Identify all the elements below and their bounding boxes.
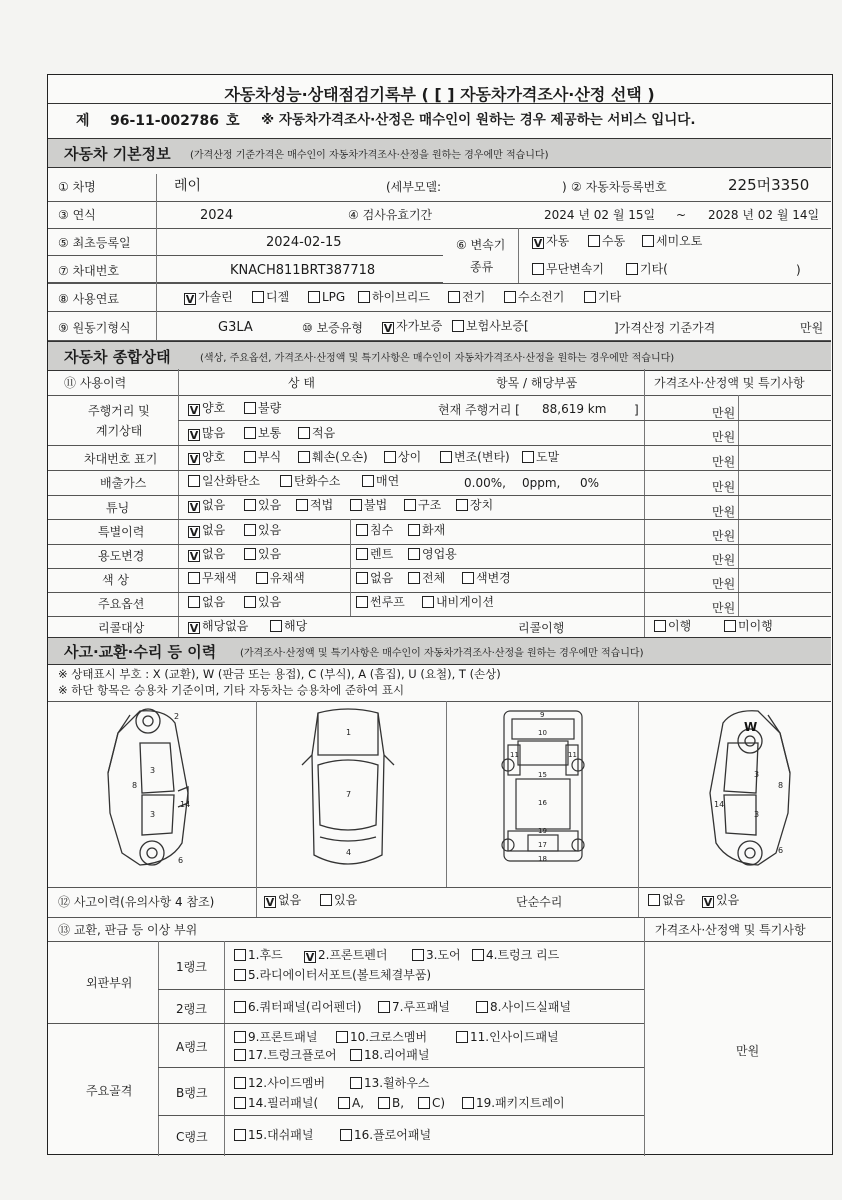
- reg-no: 225머3350: [728, 176, 810, 194]
- tuning-device[interactable]: 장치: [456, 499, 493, 511]
- part-number: 1: [346, 728, 352, 737]
- checkbox[interactable]: [244, 402, 256, 414]
- legend-symbols: ※ 상태표시 부호 : X (교환), W (판금 또는 용접), C (부식), A (흠집), U (요철), T (손상): [58, 667, 501, 681]
- emission-co-value: 0.00%,: [464, 476, 506, 490]
- gauge-good[interactable]: V양호: [188, 402, 225, 416]
- color-chromatic[interactable]: 유채색: [256, 572, 305, 584]
- engine-label: ⑨ 원동기형식: [58, 321, 131, 335]
- part-dash-panel[interactable]: 15.대쉬패널: [234, 1129, 313, 1141]
- vin-different[interactable]: 상이: [384, 451, 421, 463]
- year-label: ③ 연식: [58, 208, 96, 222]
- simple-repair-none[interactable]: 없음: [648, 894, 685, 906]
- special-none[interactable]: V 없음: [188, 524, 225, 538]
- part-number: 8: [132, 781, 138, 790]
- checkbox[interactable]: [408, 524, 420, 536]
- accident-yes[interactable]: 있음: [320, 894, 357, 906]
- price-unit: 만원: [712, 601, 736, 615]
- part-trunk-lid[interactable]: 4.트렁크 리드: [472, 949, 559, 961]
- option-navigation[interactable]: 내비게이션: [422, 596, 494, 608]
- part-number: 4: [346, 848, 352, 857]
- checkbox[interactable]: [350, 1077, 362, 1089]
- tuning-none[interactable]: V 없음: [188, 499, 225, 513]
- checkbox[interactable]: [626, 263, 638, 275]
- rank-c: C랭크: [176, 1130, 208, 1144]
- option-yes[interactable]: 있음: [244, 596, 281, 608]
- warranty-insurance[interactable]: 보험사보증[: [452, 320, 529, 332]
- valid-from: 2024 년 02 월 15일: [544, 208, 656, 222]
- trans-opt-other[interactable]: 기타(: [626, 263, 668, 275]
- part-front-panel[interactable]: 9.프론트패널: [234, 1031, 317, 1043]
- option-sunroof[interactable]: 썬루프: [356, 596, 405, 608]
- use-change-label: 용도변경: [98, 549, 145, 563]
- mileage-normal[interactable]: 보통: [244, 427, 281, 439]
- status-title: 자동차 종합상태: [64, 348, 171, 366]
- checkbox[interactable]: [264, 896, 276, 908]
- color-achromatic[interactable]: 무채색: [188, 572, 237, 584]
- part-number: 11: [568, 751, 577, 759]
- emission-hc[interactable]: 탄화수소: [280, 475, 340, 487]
- checkbox[interactable]: [702, 896, 714, 908]
- checkbox[interactable]: [234, 949, 246, 961]
- trans-other-close: ): [796, 263, 801, 277]
- checkbox[interactable]: [350, 1049, 362, 1061]
- price-unit: 만원: [712, 529, 736, 543]
- part-floor-panel[interactable]: 16.플로어패널: [340, 1129, 431, 1141]
- checkbox[interactable]: [358, 291, 370, 303]
- col-item: 항목 / 해당부품: [496, 376, 578, 390]
- checkbox[interactable]: [188, 526, 200, 538]
- price-unit: 만원: [712, 553, 736, 567]
- part-rear-panel[interactable]: 18.리어패널: [350, 1049, 429, 1061]
- checkbox[interactable]: [256, 572, 268, 584]
- part-number: 19: [538, 827, 547, 835]
- inspection-form: [47, 74, 833, 1155]
- special-flood[interactable]: 침수: [356, 524, 393, 536]
- col-state: 상 태: [288, 376, 315, 390]
- first-reg-label: ⑤ 최초등록일: [58, 236, 131, 250]
- part-pillar-panel[interactable]: 14.필러패널(: [234, 1097, 318, 1109]
- checkbox[interactable]: [356, 596, 368, 608]
- mileage-label-1: 주행거리 및: [88, 404, 150, 418]
- checkbox[interactable]: [298, 451, 310, 463]
- tuning-label: 튜닝: [106, 501, 130, 515]
- checkbox[interactable]: [188, 429, 200, 441]
- checkbox[interactable]: [188, 404, 200, 416]
- checkbox[interactable]: [234, 1097, 246, 1109]
- accident-note: (가격조사·산정액 및 특기사항은 매수인이 자동차가격조사·산정을 원하는 경우에만 적습니다): [240, 648, 644, 659]
- checkbox[interactable]: [304, 951, 316, 963]
- part-number: 15: [538, 771, 547, 779]
- simple-repair-label: 단순수리: [516, 895, 563, 909]
- part-roof-panel[interactable]: 7.루프패널: [378, 1001, 450, 1013]
- outer-panel-label: 외판부위: [86, 976, 133, 990]
- fuel-gasoline[interactable]: V 가솔린: [184, 291, 233, 305]
- tuning-legal[interactable]: 적법: [296, 499, 333, 511]
- fuel-hybrid[interactable]: 하이브리드: [358, 291, 430, 303]
- checkbox[interactable]: [188, 453, 200, 465]
- color-change-none[interactable]: 없음: [356, 572, 393, 584]
- vin-label: ⑦ 차대번호: [58, 264, 119, 278]
- basic-info-title: 자동차 기본정보: [64, 145, 171, 163]
- rank-2: 2랭크: [176, 1002, 207, 1016]
- checkbox[interactable]: [382, 322, 394, 334]
- year: 2024: [200, 208, 234, 223]
- trans-opt-auto[interactable]: V자동: [532, 235, 569, 249]
- status-note: (색상, 주요옵션, 가격조사·산정액 및 특기사항은 매수인이 자동차가격조사·산정을 원하는 경우에만 적습니다): [200, 353, 675, 364]
- checkbox[interactable]: [724, 620, 736, 632]
- checkbox[interactable]: [456, 499, 468, 511]
- fuel-label: ⑧ 사용연료: [58, 292, 119, 306]
- price-unit: 만원: [712, 577, 736, 591]
- warranty-self[interactable]: V 자가보증: [382, 320, 442, 334]
- checkbox[interactable]: [422, 596, 434, 608]
- checkbox[interactable]: [234, 969, 246, 981]
- car-name: 레이: [174, 178, 202, 194]
- emission-smoke-value: 0%: [580, 476, 600, 490]
- checkbox[interactable]: [296, 499, 308, 511]
- warranty-label: ⑩ 보증유형: [302, 321, 363, 335]
- parts-price-label: 가격조사·산정액 및 특기사항: [655, 923, 806, 937]
- fuel-lpg[interactable]: LPG: [308, 291, 345, 303]
- checkbox[interactable]: [456, 1031, 468, 1043]
- part-number: 14: [714, 800, 725, 809]
- main-option-label: 주요옵션: [98, 597, 145, 611]
- part-front-fender[interactable]: V 2.프론트펜더: [304, 949, 387, 963]
- part-number: 17: [538, 841, 547, 849]
- checkbox[interactable]: [356, 548, 368, 560]
- part-door[interactable]: 3.도어: [412, 949, 461, 961]
- tuning-structure[interactable]: 구조: [404, 499, 441, 511]
- checkbox[interactable]: [338, 1097, 350, 1109]
- checkbox[interactable]: [188, 596, 200, 608]
- part-pillar-c[interactable]: C): [418, 1097, 445, 1109]
- first-reg-date: 2024-02-15: [266, 235, 342, 250]
- checkbox[interactable]: [234, 1001, 246, 1013]
- checkbox[interactable]: [234, 1031, 246, 1043]
- checkbox[interactable]: [308, 291, 320, 303]
- valid-to: 2028 년 02 월 14일: [708, 208, 820, 222]
- mileage-many[interactable]: V많음: [188, 427, 225, 441]
- accident-title: 사고·교환·수리 등 이력: [64, 643, 217, 661]
- part-number: 2: [174, 712, 180, 721]
- special-history-label: 특별이력: [98, 525, 145, 539]
- recall-label: 리콜대상: [98, 621, 145, 635]
- part-pillar-b[interactable]: B,: [378, 1097, 404, 1109]
- trans-opt-semi[interactable]: 세미오토: [642, 235, 702, 247]
- gauge-bad[interactable]: 불량: [244, 402, 281, 414]
- part-number: 6: [778, 846, 784, 855]
- price-basis-unit: 만원: [800, 321, 824, 335]
- accident-history-label: ⑫ 사고이력(유의사항 4 참조): [58, 895, 215, 909]
- emission-label: 배출가스: [100, 476, 147, 490]
- checkbox[interactable]: [584, 291, 596, 303]
- trans-opt-manual[interactable]: 수동: [588, 235, 625, 247]
- checkbox[interactable]: [188, 501, 200, 513]
- accident-none[interactable]: V 없음: [264, 894, 301, 908]
- checkbox[interactable]: [412, 949, 424, 961]
- mileage-close: ]: [634, 403, 639, 417]
- transmission-label-2: 종류: [470, 260, 494, 274]
- car-top-diagram: [288, 705, 408, 877]
- fuel-diesel[interactable]: 디젤: [252, 291, 289, 303]
- valid-period-label: ④ 검사유효기간: [348, 208, 433, 222]
- doc-no: 96-11-002786: [110, 113, 220, 129]
- part-package-tray[interactable]: 19.패키지트레이: [462, 1097, 565, 1109]
- checkbox[interactable]: [188, 550, 200, 562]
- part-number: 8: [778, 781, 784, 790]
- checkbox[interactable]: [252, 291, 264, 303]
- main-frame-label: 주요골격: [86, 1084, 133, 1098]
- part-cross-member[interactable]: 10.크로스멤버: [336, 1031, 427, 1043]
- checkbox[interactable]: [350, 499, 362, 511]
- part-hood[interactable]: 1.후드: [234, 949, 283, 961]
- mileage-few[interactable]: 적음: [298, 427, 335, 439]
- detail-model-close: ): [562, 180, 567, 194]
- part-number: 3: [754, 770, 760, 779]
- trans-opt-cvt[interactable]: 무단변속기: [532, 263, 604, 275]
- use-change-business[interactable]: 영업용: [408, 548, 457, 560]
- vin-good[interactable]: V 양호: [188, 451, 225, 465]
- checkbox[interactable]: [448, 291, 460, 303]
- price-unit: 만원: [712, 430, 736, 444]
- checkbox[interactable]: [336, 1031, 348, 1043]
- checkbox[interactable]: [642, 235, 654, 247]
- basic-info-header: [48, 138, 831, 168]
- price-unit: 만원: [712, 505, 736, 519]
- checkbox[interactable]: [378, 1001, 390, 1013]
- vin-painted[interactable]: 도말: [522, 451, 559, 463]
- checkbox[interactable]: [320, 894, 332, 906]
- use-change-rent[interactable]: 렌트: [356, 548, 393, 560]
- checkbox[interactable]: [184, 293, 196, 305]
- service-notice: ※ 자동차가격조사·산정은 매수인이 원하는 경우 제공하는 서비스 입니다.: [261, 112, 696, 128]
- doc-no-label: 제: [76, 113, 90, 129]
- emission-hc-value: 0ppm,: [522, 476, 561, 490]
- special-fire[interactable]: 화재: [408, 524, 445, 536]
- checkbox[interactable]: [408, 572, 420, 584]
- use-change-yes[interactable]: 있음: [244, 548, 281, 560]
- checkbox[interactable]: [270, 620, 282, 632]
- form-title: 자동차성능·상태점검기록부 ( [ ] 자동차가격조사·산정 선택 ): [224, 85, 655, 104]
- fuel-hydrogen[interactable]: 수소전기: [504, 291, 564, 303]
- checkbox[interactable]: [298, 427, 310, 439]
- part-wheel-house[interactable]: 13.휠하우스: [350, 1077, 429, 1089]
- part-number: 18: [538, 855, 547, 863]
- price-unit: 만원: [712, 480, 736, 494]
- car-frame-diagram: [498, 705, 588, 875]
- checkbox[interactable]: [234, 1049, 246, 1061]
- doc-no-suffix: 호: [226, 113, 240, 129]
- checkbox[interactable]: [356, 572, 368, 584]
- checkbox[interactable]: [418, 1097, 430, 1109]
- checkbox[interactable]: [532, 263, 544, 275]
- checkbox[interactable]: [462, 572, 474, 584]
- basic-info-note: (가격산정 기준가격은 매수인이 자동차가격조사·산정을 원하는 경우에만 적습니다): [190, 150, 549, 161]
- color-change-all[interactable]: 전체: [408, 572, 445, 584]
- checkbox[interactable]: [244, 548, 256, 560]
- part-number: 3: [150, 810, 156, 819]
- col-usage-history: ⑪ 사용이력: [64, 376, 127, 390]
- checkbox[interactable]: [408, 548, 420, 560]
- detail-model-label: (세부모델:: [386, 180, 442, 194]
- current-mileage-label: 현재 주행거리 [: [438, 403, 520, 417]
- tuning-yes[interactable]: 있음: [244, 499, 281, 511]
- accident-header: [48, 637, 831, 665]
- part-number: 3: [150, 766, 156, 775]
- recall-not-applicable[interactable]: V 해당없음: [188, 620, 248, 634]
- checkbox[interactable]: [532, 237, 544, 249]
- part-number: 9: [540, 711, 545, 719]
- transmission-label-1: ⑥ 변속기: [456, 238, 506, 252]
- part-number: 3: [754, 810, 760, 819]
- checkbox[interactable]: [648, 894, 660, 906]
- emission-co[interactable]: 일산화탄소: [188, 475, 260, 487]
- checkbox[interactable]: [504, 291, 516, 303]
- checkbox[interactable]: [472, 949, 484, 961]
- checkbox[interactable]: [404, 499, 416, 511]
- part-number: 10: [538, 729, 547, 737]
- part-number: 14: [180, 800, 191, 809]
- checkbox[interactable]: [244, 499, 256, 511]
- part-number: 7: [346, 790, 352, 799]
- recall-done[interactable]: 이행: [654, 620, 691, 632]
- price-unit: 만원: [712, 406, 736, 420]
- checkbox[interactable]: [362, 475, 374, 487]
- checkbox[interactable]: [356, 524, 368, 536]
- checkbox[interactable]: [244, 524, 256, 536]
- part-quarter-panel[interactable]: 6.쿼터패널(리어펜더): [234, 1001, 362, 1013]
- part-radiator-support[interactable]: 5.라디에이터서포트(볼트체결부품): [234, 969, 431, 981]
- price-unit: 만원: [712, 455, 736, 469]
- part-inside-panel[interactable]: 11.인사이드패널: [456, 1031, 559, 1043]
- checkbox[interactable]: [234, 1129, 246, 1141]
- checkbox[interactable]: [244, 451, 256, 463]
- checkbox[interactable]: [244, 596, 256, 608]
- parts-label: ⑬ 교환, 판금 등 이상 부위: [58, 923, 198, 937]
- option-none[interactable]: 없음: [188, 596, 225, 608]
- checkbox[interactable]: [522, 451, 534, 463]
- part-trunk-floor[interactable]: 17.트렁크플로어: [234, 1049, 337, 1061]
- valid-tilde: ~: [676, 208, 687, 222]
- engine-type: G3LA: [218, 320, 253, 335]
- car-right-side-diagram: [658, 703, 828, 875]
- fuel-other[interactable]: 기타: [584, 291, 621, 303]
- tuning-illegal[interactable]: 불법: [350, 499, 387, 511]
- checkbox[interactable]: [440, 451, 452, 463]
- emission-smoke[interactable]: 매연: [362, 475, 399, 487]
- color-label: 색 상: [102, 573, 129, 587]
- color-change[interactable]: 색변경: [462, 572, 511, 584]
- recall-not-done[interactable]: 미이행: [724, 620, 773, 632]
- special-yes[interactable]: 있음: [244, 524, 281, 536]
- vin-corrosion[interactable]: 부식: [244, 451, 281, 463]
- current-mileage: 88,619 km: [542, 402, 607, 416]
- checkbox[interactable]: [384, 451, 396, 463]
- parts-price-unit: 만원: [736, 1044, 760, 1058]
- checkbox[interactable]: [654, 620, 666, 632]
- part-number: 11: [510, 751, 519, 759]
- part-number: 16: [538, 799, 547, 807]
- checkbox[interactable]: [340, 1129, 352, 1141]
- checkbox[interactable]: [188, 572, 200, 584]
- status-header: [48, 341, 831, 371]
- price-basis-label: ]가격산정 기준가격: [614, 321, 716, 335]
- car-left-side-diagram: [70, 703, 240, 875]
- recall-done-label: 리콜이행: [518, 621, 565, 635]
- use-change-none[interactable]: V 없음: [188, 548, 225, 562]
- part-number: 6: [178, 856, 184, 865]
- vin-altered[interactable]: 변조(변타): [440, 451, 510, 463]
- checkbox[interactable]: [378, 1097, 390, 1109]
- checkbox[interactable]: [452, 320, 464, 332]
- vin: KNACH811BRT387718: [230, 263, 376, 278]
- part-side-sill[interactable]: 8.사이드실패널: [476, 1001, 571, 1013]
- legend-note: ※ 하단 항목은 승용차 기준이며, 기타 자동차는 승용차에 준하여 표시: [58, 683, 405, 697]
- part-pillar-a[interactable]: A,: [338, 1097, 364, 1109]
- recall-applicable[interactable]: 해당: [270, 620, 307, 632]
- part-side-member[interactable]: 12.사이드멤버: [234, 1077, 325, 1089]
- checkbox[interactable]: [476, 1001, 488, 1013]
- checkbox[interactable]: [588, 235, 600, 247]
- vin-damage[interactable]: 훼손(오손): [298, 451, 368, 463]
- col-price: 가격조사·산정액 및 특기사항: [654, 376, 805, 390]
- vin-mark-label: 차대번호 표기: [84, 452, 158, 466]
- checkbox[interactable]: [188, 475, 200, 487]
- mileage-label-2: 계기상태: [96, 424, 143, 438]
- reg-no-label: ② 자동차등록번호: [571, 180, 667, 194]
- checkbox[interactable]: [234, 1077, 246, 1089]
- rank-1: 1랭크: [176, 960, 207, 974]
- damage-mark: W: [744, 720, 758, 734]
- checkbox[interactable]: [188, 622, 200, 634]
- fuel-electric[interactable]: 전기: [448, 291, 485, 303]
- simple-repair-yes[interactable]: V 있음: [702, 894, 739, 908]
- checkbox[interactable]: [244, 427, 256, 439]
- checkbox[interactable]: [280, 475, 292, 487]
- car-name-label: ① 차명: [58, 180, 96, 194]
- rank-b: B랭크: [176, 1086, 208, 1100]
- rank-a: A랭크: [176, 1040, 208, 1054]
- checkbox[interactable]: [462, 1097, 474, 1109]
